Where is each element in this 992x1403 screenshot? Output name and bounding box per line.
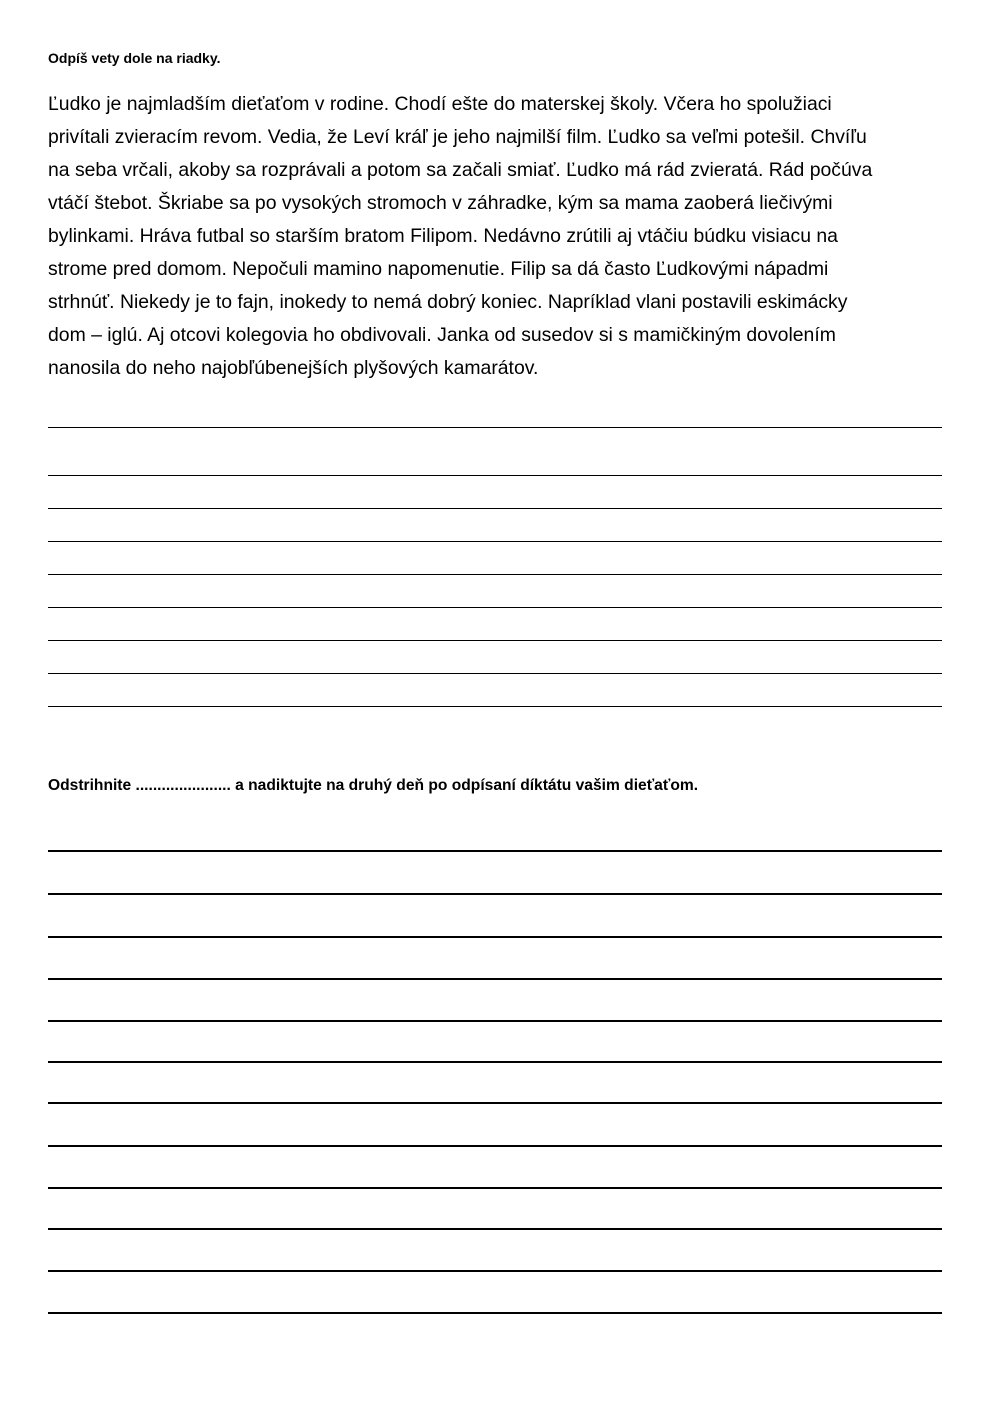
passage-line: na seba vrčali, akoby sa rozprávali a potom sa začali smiať. Ľudko má rád zvieratá. Rád počúva (48, 159, 873, 181)
passage-line: nanosila do neho najobľúbenejších plyšových kamarátov. (48, 357, 539, 379)
passage-line: strome pred domom. Nepočuli mamino napomenutie. Filip sa dá často Ľudkovými nápadmi (48, 258, 829, 280)
writing-line[interactable] (48, 427, 942, 428)
passage-line: vtáčí štebot. Škriabe sa po vysokých stromoch v záhradke, kým sa mama zaoberá liečivými (48, 192, 833, 214)
passage-line: strhnúť. Niekedy je to fajn, inokedy to nemá dobrý koniec. Napríklad vlani postavili eskimácky (48, 291, 848, 313)
passage-line: privítali zvieracím revom. Vedia, že Leví kráľ je jeho najmilší film. Ľudko sa veľmi potešil. Chvíľu (48, 126, 867, 148)
dictation-passage (48, 88, 948, 385)
writing-line[interactable] (48, 1102, 942, 1104)
writing-line[interactable] (48, 574, 942, 575)
footer-instruction: Odstrihnite ...................... a nadiktujte na druhý deň po odpísaní díktátu vašim dieťaťom. (48, 777, 699, 794)
writing-line[interactable] (48, 508, 942, 509)
writing-line[interactable] (48, 1061, 942, 1063)
passage-line: dom – iglú. Aj otcovi kolegovia ho obdivovali. Janka od susedov si s mamičkiným dovolením (48, 324, 836, 346)
writing-line[interactable] (48, 1270, 942, 1272)
writing-line[interactable] (48, 1020, 942, 1022)
writing-line[interactable] (48, 1145, 942, 1147)
writing-line[interactable] (48, 640, 942, 641)
passage-line: Ľudko je najmladším dieťaťom v rodine. Chodí ešte do materskej školy. Včera ho spolužiaci (48, 93, 832, 115)
instruction-heading: Odpíš vety dole na riadky. (48, 50, 221, 66)
writing-line[interactable] (48, 1228, 942, 1230)
writing-line[interactable] (48, 893, 942, 895)
writing-line[interactable] (48, 607, 942, 608)
writing-line[interactable] (48, 936, 942, 938)
writing-line[interactable] (48, 673, 942, 674)
writing-line[interactable] (48, 475, 942, 476)
writing-line[interactable] (48, 541, 942, 542)
passage-line: bylinkami. Hráva futbal so starším bratom Filipom. Nedávno zrútili aj vtáčiu búdku visiacu na (48, 225, 838, 247)
writing-line[interactable] (48, 1187, 942, 1189)
writing-line[interactable] (48, 706, 942, 707)
writing-line[interactable] (48, 850, 942, 852)
writing-line[interactable] (48, 978, 942, 980)
writing-line[interactable] (48, 1312, 942, 1314)
